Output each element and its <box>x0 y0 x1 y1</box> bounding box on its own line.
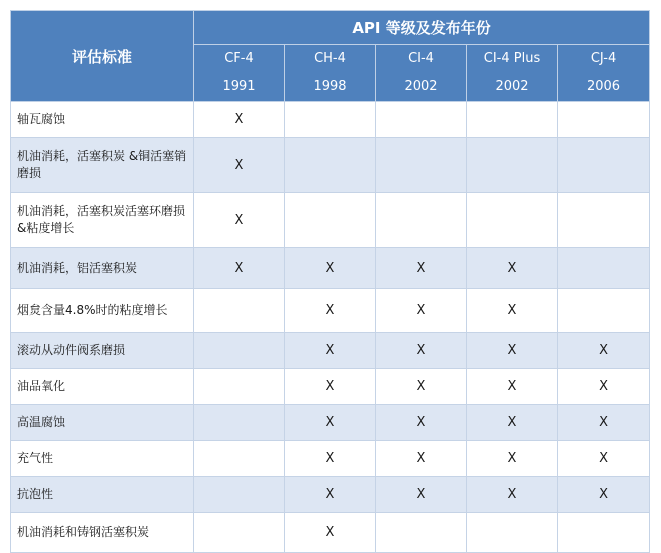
mark-cell <box>558 193 650 248</box>
mark-cell: X <box>376 248 467 289</box>
table-row <box>11 441 650 477</box>
table-row <box>11 369 650 405</box>
mark-cell: X <box>376 477 467 513</box>
criterion-cell: 机油消耗，铝活塞积炭 <box>11 248 194 289</box>
criterion-cell: 机油消耗和铸钢活塞积炭 <box>11 513 194 553</box>
mark-cell: X <box>467 369 558 405</box>
mark-cell <box>194 369 285 405</box>
criterion-cell: 轴瓦腐蚀 <box>11 102 194 138</box>
criteria-header: 评估标准 <box>11 11 194 102</box>
grade-header-ch4 <box>285 45 376 102</box>
mark-cell <box>558 138 650 193</box>
grade-header-ci4 <box>376 45 467 102</box>
table-row <box>11 138 650 193</box>
mark-cell <box>467 513 558 553</box>
mark-cell: X <box>285 248 376 289</box>
mark-cell: X <box>376 405 467 441</box>
grade-header-cj4 <box>558 45 650 102</box>
mark-cell: X <box>285 477 376 513</box>
criterion-cell: 烟炱含量4.8%时的粘度增长 <box>11 289 194 333</box>
mark-cell: X <box>376 333 467 369</box>
grade-year: 1991 <box>222 79 256 94</box>
mark-cell: X <box>467 441 558 477</box>
criterion-cell: 油品氧化 <box>11 369 194 405</box>
mark-cell: X <box>285 333 376 369</box>
mark-cell: X <box>285 405 376 441</box>
mark-cell: X <box>467 405 558 441</box>
criterion-cell: 充气性 <box>11 441 194 477</box>
mark-cell: X <box>467 248 558 289</box>
mark-cell: X <box>194 138 285 193</box>
mark-cell <box>194 405 285 441</box>
mark-cell <box>558 248 650 289</box>
mark-cell: X <box>194 193 285 248</box>
mark-cell <box>194 289 285 333</box>
mark-cell <box>194 333 285 369</box>
mark-cell: X <box>285 369 376 405</box>
table-row <box>11 248 650 289</box>
grade-name: CF-4 <box>224 51 254 66</box>
mark-cell <box>285 102 376 138</box>
mark-cell <box>194 477 285 513</box>
mark-cell: X <box>376 289 467 333</box>
api-comparison-table <box>10 10 650 553</box>
mark-cell <box>376 193 467 248</box>
mark-cell: X <box>467 477 558 513</box>
table-row <box>11 289 650 333</box>
grade-name: CJ-4 <box>590 51 617 66</box>
mark-cell <box>467 138 558 193</box>
grade-header-ci4-plus <box>467 45 558 102</box>
mark-cell <box>467 193 558 248</box>
table-row <box>11 477 650 513</box>
table-row <box>11 513 650 553</box>
table-row <box>11 102 650 138</box>
table-row <box>11 405 650 441</box>
mark-cell: X <box>376 369 467 405</box>
mark-cell: X <box>285 513 376 553</box>
mark-cell: X <box>558 333 650 369</box>
api-grade-group-header: API 等级及发布年份 <box>194 11 650 45</box>
mark-cell <box>558 102 650 138</box>
grade-year: 1998 <box>313 79 347 94</box>
mark-cell: X <box>285 441 376 477</box>
mark-cell: X <box>558 369 650 405</box>
grade-year: 2006 <box>586 79 621 94</box>
mark-cell: X <box>558 441 650 477</box>
table-row <box>11 333 650 369</box>
mark-cell <box>285 193 376 248</box>
mark-cell <box>558 289 650 333</box>
mark-cell <box>194 441 285 477</box>
mark-cell: X <box>376 441 467 477</box>
grade-year: 2002 <box>495 79 529 94</box>
mark-cell <box>194 513 285 553</box>
grade-name: CH-4 <box>314 51 346 66</box>
criterion-cell: 滚动从动件阀系磨损 <box>11 333 194 369</box>
mark-cell <box>376 102 467 138</box>
criterion-cell: 高温腐蚀 <box>11 405 194 441</box>
mark-cell: X <box>194 248 285 289</box>
table-row <box>11 193 650 248</box>
mark-cell: X <box>467 333 558 369</box>
mark-cell: X <box>558 477 650 513</box>
mark-cell: X <box>194 102 285 138</box>
criterion-cell: 机油消耗，活塞积炭 &铜活塞销磨损 <box>11 138 194 193</box>
mark-cell <box>467 102 558 138</box>
mark-cell <box>285 138 376 193</box>
grade-header-cf4 <box>194 45 285 102</box>
header-row-group <box>11 11 650 45</box>
criterion-cell: 机油消耗，活塞积炭活塞环磨损&粘度增长 <box>11 193 194 248</box>
grade-name: CI-4 Plus <box>483 51 541 66</box>
mark-cell <box>376 513 467 553</box>
mark-cell: X <box>558 405 650 441</box>
mark-cell: X <box>467 289 558 333</box>
mark-cell <box>376 138 467 193</box>
mark-cell: X <box>285 289 376 333</box>
criterion-cell: 抗泡性 <box>11 477 194 513</box>
grade-year: 2002 <box>404 79 438 94</box>
grade-name: CI-4 <box>408 51 434 66</box>
mark-cell <box>558 513 650 553</box>
